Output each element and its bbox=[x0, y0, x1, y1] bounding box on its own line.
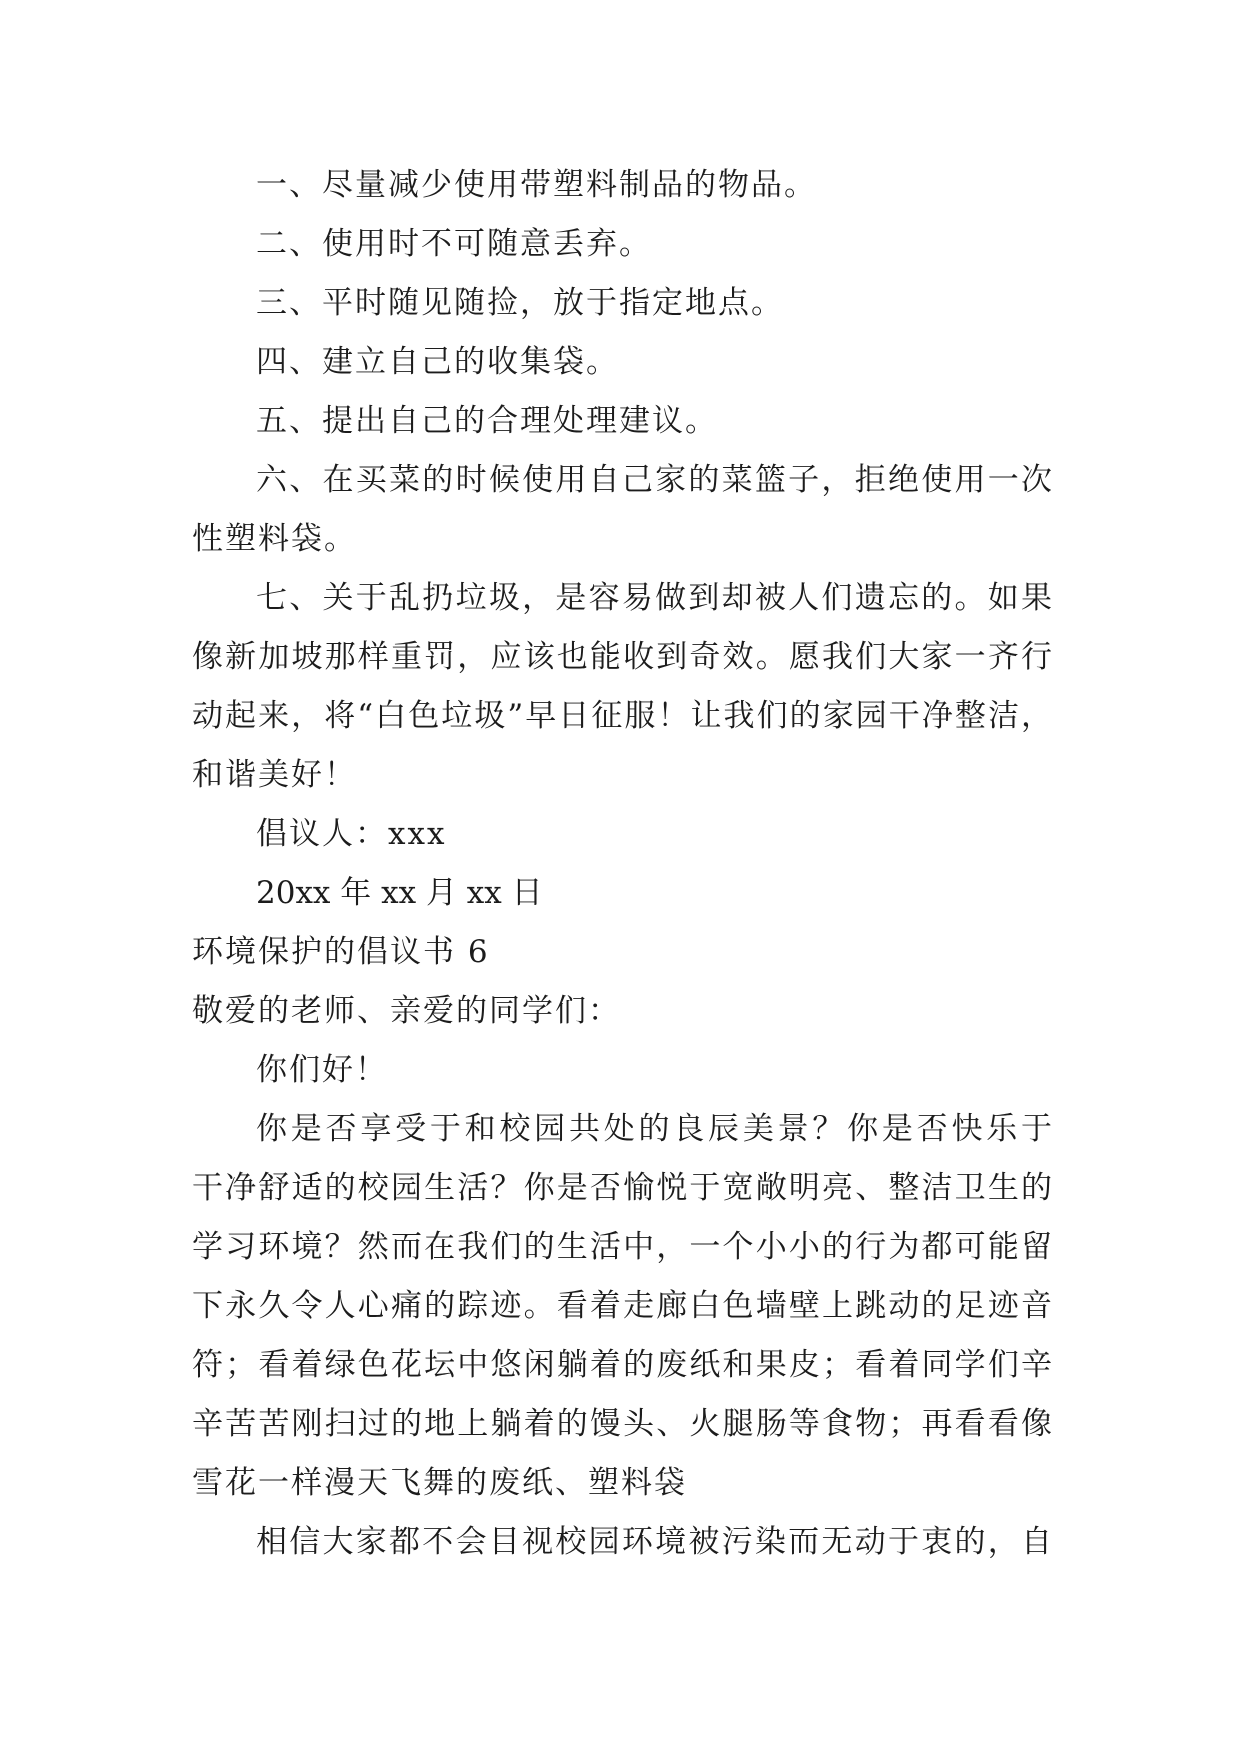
list-item-3: 三、平时随见随捡，放于指定地点。 bbox=[256, 285, 784, 321]
paragraph-line-4: 下永久令人心痛的踪迹。看着走廊白色墙壁上跳动的足迹音 bbox=[192, 1288, 1052, 1324]
paragraph-line-1: 你是否享受于和校园共处的良辰美景？你是否快乐于 bbox=[256, 1111, 1052, 1147]
list-item-4: 四、建立自己的收集袋。 bbox=[256, 344, 619, 380]
list-item-6-line-1: 六、在买菜的时候使用自己家的菜篮子，拒绝使用一次 bbox=[256, 462, 1052, 498]
proposer-signature: 倡议人：xxx bbox=[256, 816, 447, 852]
paragraph-line-5: 符；看着绿色花坛中悠闲躺着的废纸和果皮；看着同学们辛 bbox=[192, 1347, 1052, 1383]
paragraph-line-2: 干净舒适的校园生活？你是否愉悦于宽敞明亮、整洁卫生的 bbox=[192, 1170, 1052, 1206]
section-title: 环境保护的倡议书 6 bbox=[192, 934, 490, 970]
paragraph-line-3: 学习环境？然而在我们的生活中，一个小小的行为都可能留 bbox=[192, 1229, 1052, 1265]
list-item-5: 五、提出自己的合理处理建议。 bbox=[256, 403, 718, 439]
list-item-7-line-2: 像新加坡那样重罚，应该也能收到奇效。愿我们大家一齐行 bbox=[192, 639, 1052, 675]
signature-date: 20xx 年 xx 月 xx 日 bbox=[256, 875, 543, 911]
paragraph-line-7: 雪花一样漫天飞舞的废纸、塑料袋 bbox=[192, 1465, 687, 1501]
list-item-7-line-3: 动起来，将“白色垃圾”早日征服！让我们的家园干净整洁， bbox=[192, 698, 1052, 734]
list-item-7-line-4: 和谐美好！ bbox=[192, 757, 357, 793]
list-item-6-line-2: 性塑料袋。 bbox=[192, 521, 357, 557]
greeting: 你们好！ bbox=[256, 1052, 388, 1088]
list-item-2: 二、使用时不可随意丢弃。 bbox=[256, 226, 652, 262]
salutation: 敬爱的老师、亲爱的同学们： bbox=[192, 993, 621, 1029]
list-item-1: 一、尽量减少使用带塑料制品的物品。 bbox=[256, 167, 817, 203]
list-item-7-line-1: 七、关于乱扔垃圾，是容易做到却被人们遗忘的。如果 bbox=[256, 580, 1052, 616]
paragraph-2-line-1: 相信大家都不会目视校园环境被污染而无动于衷的，自 bbox=[256, 1524, 1052, 1560]
paragraph-line-6: 辛苦苦刚扫过的地上躺着的馒头、火腿肠等食物；再看看像 bbox=[192, 1406, 1052, 1442]
